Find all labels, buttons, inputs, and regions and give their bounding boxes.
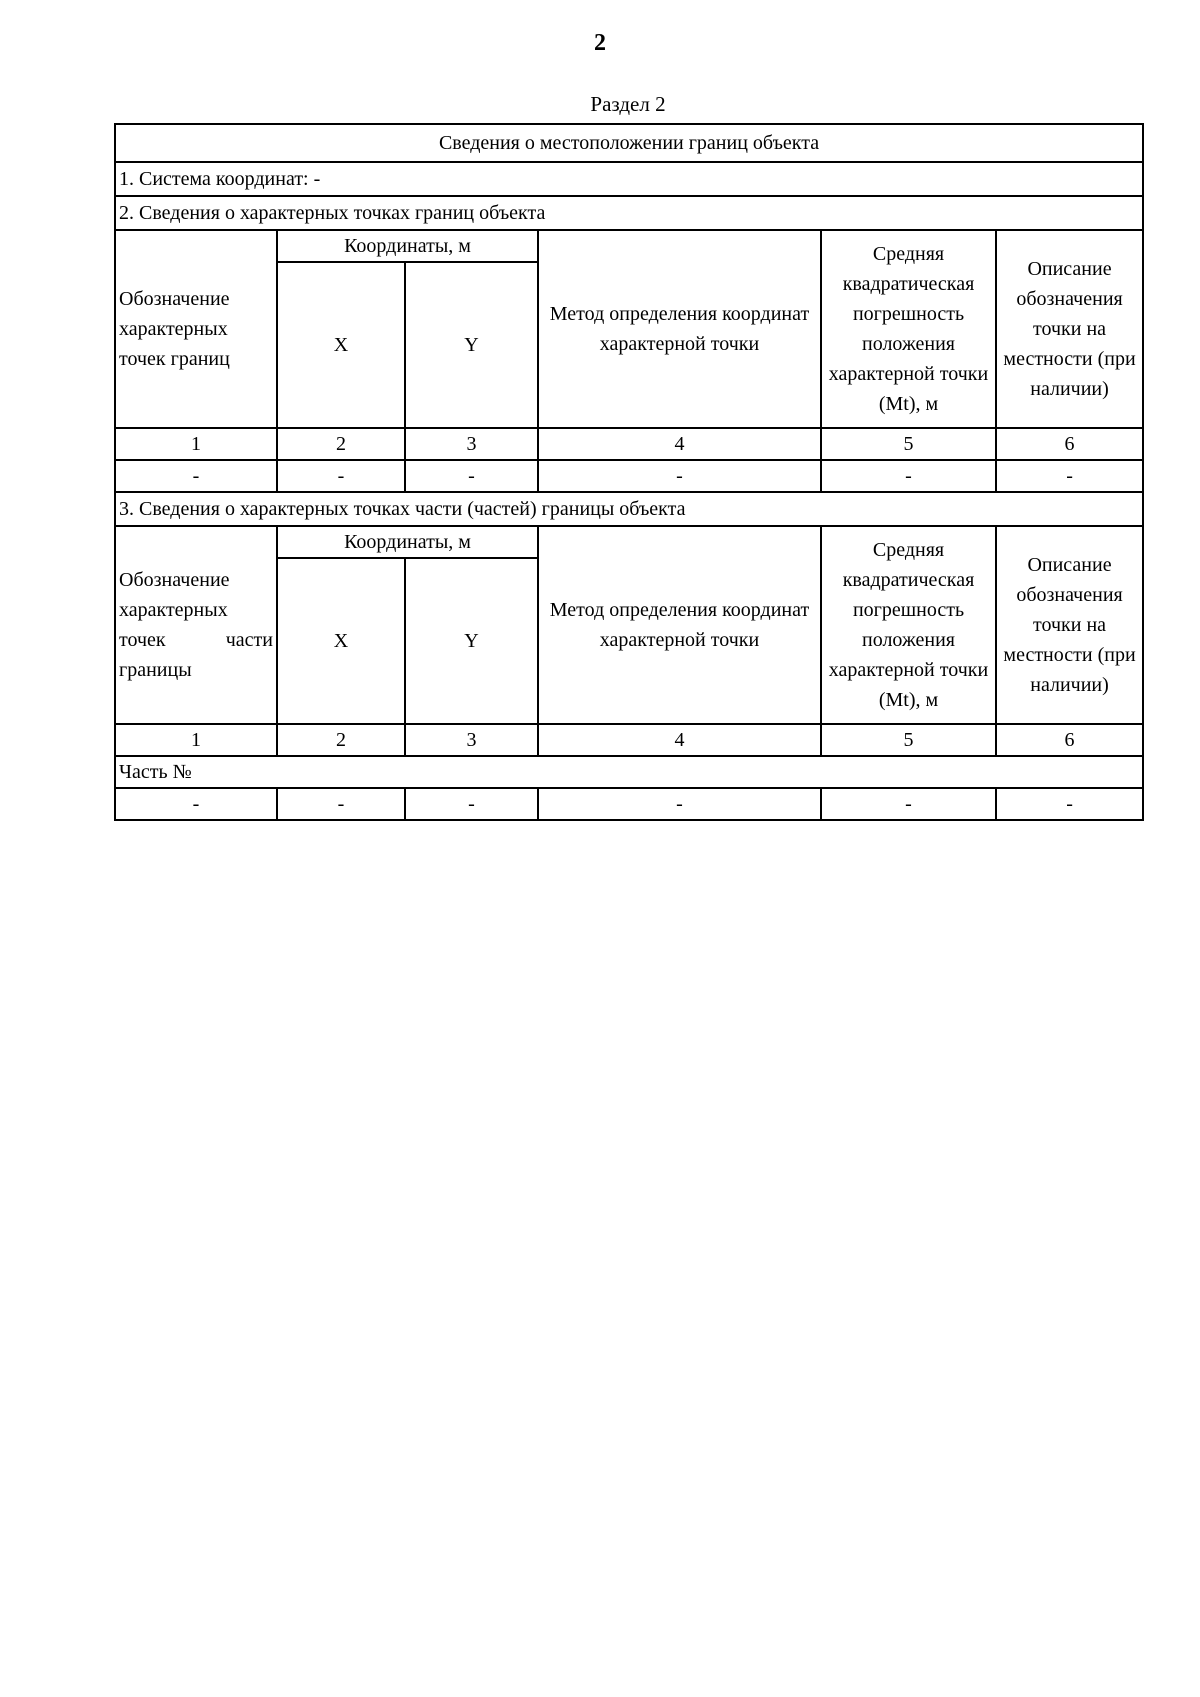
section2-num-5: 5 [821, 428, 996, 460]
section2-num-3: 3 [405, 428, 538, 460]
section3-part-label: Часть № [115, 756, 1143, 788]
table-row [115, 788, 1143, 820]
section3-col1-header: Обозначение характерных точек части границы [115, 526, 277, 724]
section2-cell-5: - [821, 460, 996, 492]
section2-cell-3: - [405, 460, 538, 492]
section-label: Раздел 2 [590, 92, 666, 116]
section2-col1-header: Обозначение характерных точек границ [115, 230, 277, 428]
section2-coords-header: Координаты, м [277, 230, 538, 262]
section3-heading: 3. Сведения о характерных точках части (частей) границы объекта [115, 492, 1143, 526]
section3-num-3: 3 [405, 724, 538, 756]
section3-num-5: 5 [821, 724, 996, 756]
section2-num-6: 6 [996, 428, 1143, 460]
coordinate-system: 1. Система координат: - [115, 162, 1143, 196]
section2-cell-6: - [996, 460, 1143, 492]
section3-num-1: 1 [115, 724, 277, 756]
table-row [115, 460, 1143, 492]
section3-cell-5: - [821, 788, 996, 820]
section3-method-header: Метод определения координат характерной точки [538, 526, 821, 724]
section2-cell-4: - [538, 460, 821, 492]
section2-x-header: X [277, 262, 405, 428]
section2-num-4: 4 [538, 428, 821, 460]
section3-cell-2: - [277, 788, 405, 820]
section2-num-1: 1 [115, 428, 277, 460]
section3-y-header: Y [405, 558, 538, 724]
section3-desc-header: Описание обозначения точки на местности (при наличии) [996, 526, 1143, 724]
section3-cell-1: - [115, 788, 277, 820]
section3-error-header: Средняя квадратическая погрешность положения характерной точки (Mt), м [821, 526, 996, 724]
section3-num-2: 2 [277, 724, 405, 756]
section3-cell-4: - [538, 788, 821, 820]
section3-num-6: 6 [996, 724, 1143, 756]
boundary-table [114, 123, 1144, 821]
section3-x-header: X [277, 558, 405, 724]
section2-desc-header: Описание обозначения точки на местности (при наличии) [996, 230, 1143, 428]
page-number: 2 [594, 30, 606, 56]
section2-cell-2: - [277, 460, 405, 492]
section3-num-4: 4 [538, 724, 821, 756]
section2-heading: 2. Сведения о характерных точках границ объекта [115, 196, 1143, 230]
section3-cell-3: - [405, 788, 538, 820]
section3-cell-6: - [996, 788, 1143, 820]
section2-method-header: Метод определения координат характерной точки [538, 230, 821, 428]
table-title: Сведения о местоположении границ объекта [115, 124, 1143, 162]
section2-num-2: 2 [277, 428, 405, 460]
section2-cell-1: - [115, 460, 277, 492]
section2-y-header: Y [405, 262, 538, 428]
section2-error-header: Средняя квадратическая погрешность положения характерной точки (Mt), м [821, 230, 996, 428]
section3-coords-header: Координаты, м [277, 526, 538, 558]
